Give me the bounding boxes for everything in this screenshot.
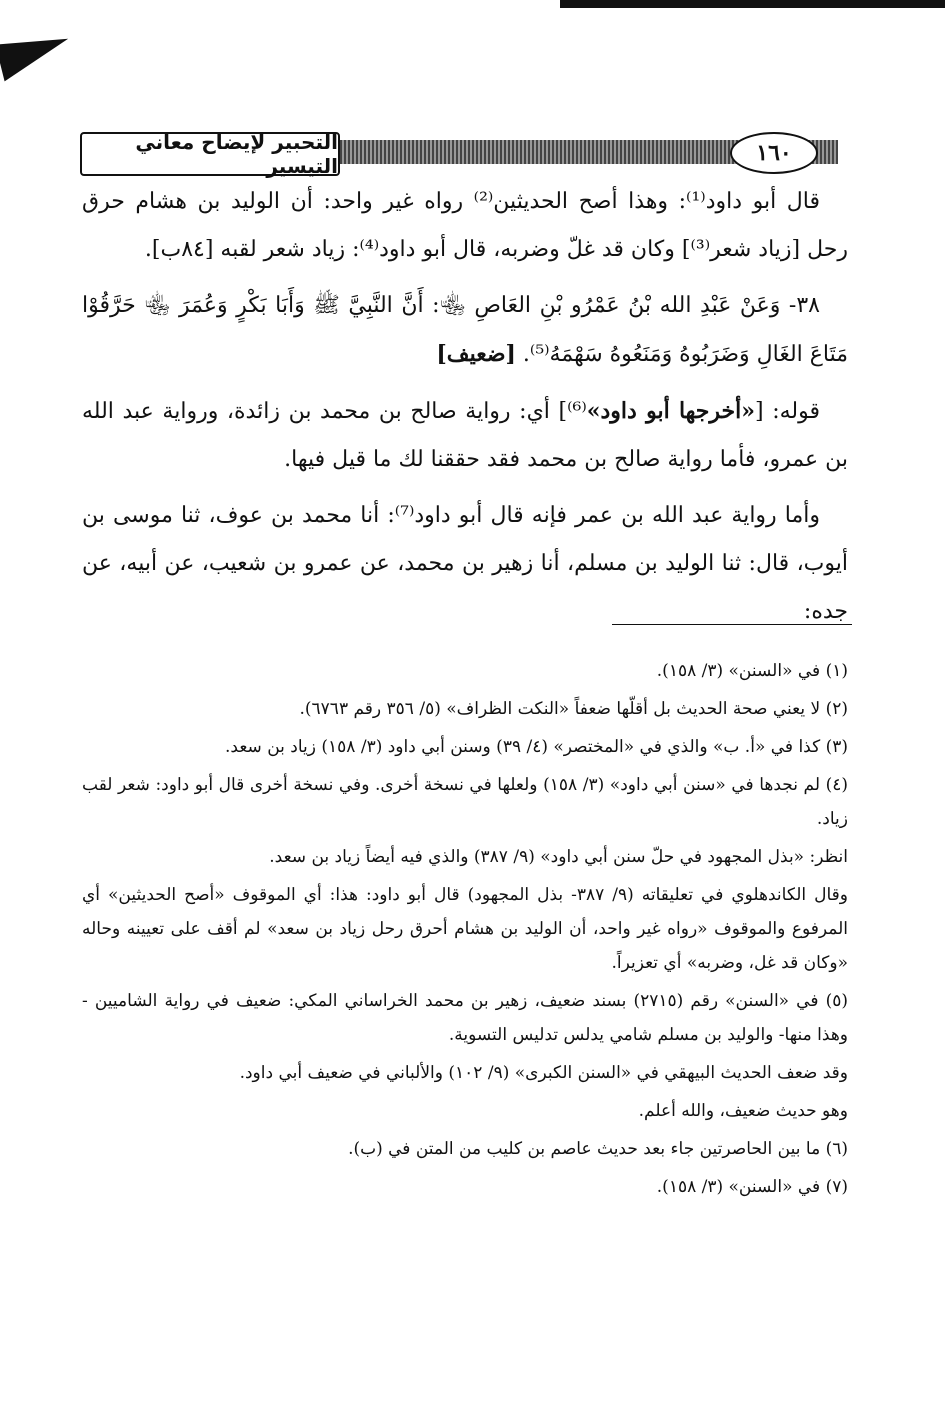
book-title: التحبير لإيضاح معاني التيسير [80, 132, 340, 176]
footnote: انظر: «بذل المجهود في حلّ سنن أبي داود» (٩/ ٣٨٧) والذي فيه أيضاً زياد بن سعد. [269, 847, 848, 867]
footnote-separator [612, 624, 852, 625]
footnote: (٣) كذا في «أ. ب» والذي في «المختصر» (٤/ ٣٩) وسنن أبي داود (٣/ ١٥٨) زياد بن سعد. [225, 737, 848, 757]
footnote: (٢) لا يعني صحة الحديث بل أقلّها ضعفاً «النكت الظراف» (٥/ ٣٥٦ رقم ٦٧٦٣). [299, 699, 848, 719]
footnote: (٧) في «السنن» (٣/ ١٥٨). [656, 1177, 848, 1197]
page-number: ١٦٠ [730, 132, 818, 174]
commentary-quote: «أخرجها أبو داود» [586, 398, 756, 424]
narration-paragraph: وأما رواية عبد الله بن عمر فإنه قال أبو داود⁽⁷⁾: أنا محمد بن عوف، ثنا موسى بن أيوب، قال: ثنا الوليد بن مسلم، أنا زهير بن محمد، عن عمرو بن شعيب، عن أبيه، عن جده: [82, 503, 848, 624]
commentary-prefix: قوله: [ [755, 399, 820, 424]
footnotes [82, 654, 848, 1208]
footnote: (٥) في «السنن» رقم (٢٧١٥) بسند ضعيف، زهير بن محمد الخراساني المكي: ضعيف في رواية الشاميين - وهذا منها- والوليد بن مسلم شامي يدلس تدليس التسوية. [82, 991, 848, 1045]
footnote: (٦) ما بين الحاصرتين جاء بعد حديث عاصم بن كليب من المتن في (ب). [348, 1139, 848, 1159]
commentary-paragraph [82, 387, 848, 484]
top-edge-rule [560, 0, 945, 8]
corner-scan-mark [0, 27, 74, 81]
footnote: (٤) لم نجدها في «سنن أبي داود» (٣/ ١٥٨) ولعلها في نسخة أخرى. وفي نسخة أخرى قال أبو داود: شعر لقب زياد. [82, 775, 849, 829]
hadith-38-text: ٣٨- وَعَنْ عَبْدِ الله بْنُ عَمْرُو بْنِ العَاصِ ﵄: أَنَّ النَّبِيَّ ﷺ وَأَبَا بَكْرٍ وَعُمَرَ ﵄ حَرَّقُوْا مَتَاعَ الغَالِ وَضَرَبُوهُ وَمَنَعُوهُ سَهْمَهُ⁽⁵⁾. [82, 293, 848, 367]
main-text [82, 178, 848, 644]
commentary-body: ⁽⁶⁾] أي: رواية صالح بن محمد بن زائدة، ورواية عبد الله بن عمرو، فأما رواية صالح بن محمد فقد حققنا لك ما قيل فيها. [82, 399, 848, 472]
footnote: وهو حديث ضعيف، والله أعلم. [638, 1101, 848, 1121]
hadith-38 [82, 282, 848, 379]
page-header [80, 132, 838, 176]
footnote: وقد ضعف الحديث البيهقي في «السنن الكبرى» (٩/ ١٠٢) والألباني في ضعيف أبي داود. [239, 1063, 848, 1083]
paragraph-abu-dawud-note: قال أبو داود⁽¹⁾: وهذا أصح الحديثين⁽²⁾ رواه غير واحد: أن الوليد بن هشام حرق رحل [زياد شعر⁽³⁾] وكان قد غلّ وضربه، قال أبو داود⁽⁴⁾: زياد شعر لقبه [٨٤ب]. [82, 189, 848, 262]
footnote: (١) في «السنن» (٣/ ١٥٨). [656, 661, 848, 681]
hadith-grade: [ضعيف] [436, 341, 516, 367]
footnote: وقال الكاندهلوي في تعليقاته (٩/ ٣٨٧- بذل المجهود) قال أبو داود: هذا: أي الموقوف «أصح الحديثين» أي المرفوع والموقوف «رواه غير واحد، أن الوليد بن هشام أحرق رحل زياد بن سعد» لم أقف على تعيينه وحاله «وكان قد غل، وضربه» أي تعزيراً. [82, 885, 848, 973]
